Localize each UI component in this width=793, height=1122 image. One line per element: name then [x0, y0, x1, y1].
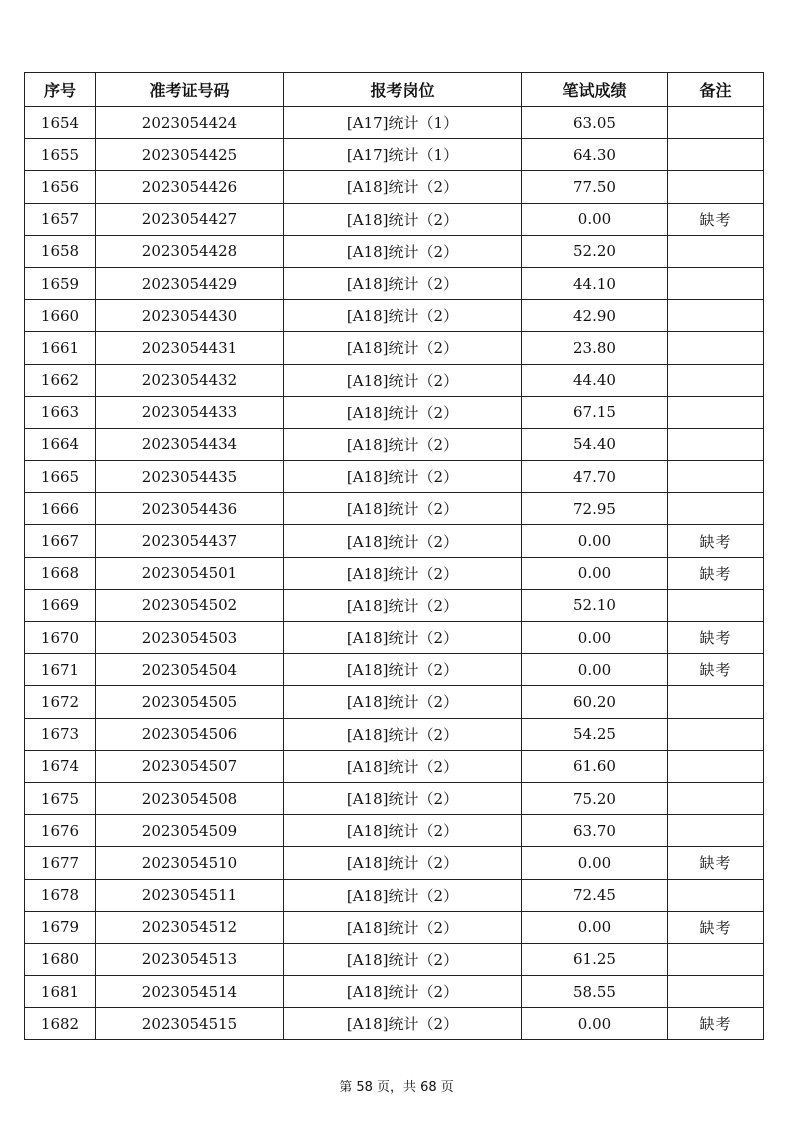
table-row — [25, 976, 764, 1008]
cell-score: 0.00 — [522, 847, 668, 879]
cell-ticket-number: 2023054432 — [96, 364, 284, 396]
table-row — [25, 557, 764, 589]
cell-score: 60.20 — [522, 686, 668, 718]
cell-position: [A18]统计（2） — [284, 235, 522, 267]
cell-seq: 1680 — [25, 943, 96, 975]
cell-remark — [668, 364, 764, 396]
header-row — [25, 73, 764, 107]
score-table — [24, 72, 764, 1040]
cell-score: 77.50 — [522, 171, 668, 203]
cell-position: [A18]统计（2） — [284, 493, 522, 525]
cell-ticket-number: 2023054431 — [96, 332, 284, 364]
cell-score: 52.20 — [522, 235, 668, 267]
table-row — [25, 461, 764, 493]
table-row — [25, 654, 764, 686]
table-row — [25, 267, 764, 299]
cell-score: 0.00 — [522, 1008, 668, 1040]
cell-score: 75.20 — [522, 782, 668, 814]
cell-ticket-number: 2023054429 — [96, 267, 284, 299]
cell-ticket-number: 2023054427 — [96, 203, 284, 235]
cell-position: [A18]统计（2） — [284, 622, 522, 654]
page-footer: 第 58 页，共 68 页 — [339, 1080, 454, 1095]
cell-position: [A18]统计（2） — [284, 911, 522, 943]
cell-seq: 1661 — [25, 332, 96, 364]
cell-seq: 1682 — [25, 1008, 96, 1040]
header-remark: 备注 — [668, 73, 764, 107]
cell-ticket-number: 2023054502 — [96, 589, 284, 621]
cell-ticket-number: 2023054425 — [96, 139, 284, 171]
table-row — [25, 589, 764, 621]
cell-position: [A18]统计（2） — [284, 1008, 522, 1040]
cell-seq: 1670 — [25, 622, 96, 654]
cell-seq: 1669 — [25, 589, 96, 621]
cell-ticket-number: 2023054512 — [96, 911, 284, 943]
cell-seq: 1673 — [25, 718, 96, 750]
cell-position: [A18]统计（2） — [284, 364, 522, 396]
cell-position: [A18]统计（2） — [284, 782, 522, 814]
cell-score: 58.55 — [522, 976, 668, 1008]
table-row — [25, 879, 764, 911]
cell-seq: 1681 — [25, 976, 96, 1008]
cell-ticket-number: 2023054437 — [96, 525, 284, 557]
table-row — [25, 107, 764, 139]
table-row — [25, 911, 764, 943]
cell-seq: 1677 — [25, 847, 96, 879]
cell-score: 47.70 — [522, 461, 668, 493]
cell-position: [A18]统计（2） — [284, 171, 522, 203]
cell-remark — [668, 107, 764, 139]
cell-remark — [668, 718, 764, 750]
table-row — [25, 171, 764, 203]
cell-remark — [668, 589, 764, 621]
cell-seq: 1667 — [25, 525, 96, 557]
cell-ticket-number: 2023054430 — [96, 300, 284, 332]
header-position: 报考岗位 — [284, 73, 522, 107]
cell-remark: 缺考 — [668, 622, 764, 654]
cell-remark: 缺考 — [668, 847, 764, 879]
cell-seq: 1659 — [25, 267, 96, 299]
cell-score: 67.15 — [522, 396, 668, 428]
cell-remark — [668, 943, 764, 975]
cell-seq: 1666 — [25, 493, 96, 525]
cell-score: 44.10 — [522, 267, 668, 299]
cell-seq: 1655 — [25, 139, 96, 171]
cell-seq: 1672 — [25, 686, 96, 718]
cell-remark — [668, 461, 764, 493]
cell-ticket-number: 2023054503 — [96, 622, 284, 654]
cell-score: 72.45 — [522, 879, 668, 911]
cell-seq: 1662 — [25, 364, 96, 396]
table-row — [25, 235, 764, 267]
table-row — [25, 428, 764, 460]
cell-remark — [668, 171, 764, 203]
cell-position: [A18]统计（2） — [284, 943, 522, 975]
cell-remark — [668, 782, 764, 814]
table-row — [25, 1008, 764, 1040]
cell-ticket-number: 2023054511 — [96, 879, 284, 911]
cell-ticket-number: 2023054504 — [96, 654, 284, 686]
cell-seq: 1660 — [25, 300, 96, 332]
cell-ticket-number: 2023054433 — [96, 396, 284, 428]
cell-position: [A18]统计（2） — [284, 203, 522, 235]
cell-position: [A18]统计（2） — [284, 300, 522, 332]
table-row — [25, 782, 764, 814]
cell-score: 54.25 — [522, 718, 668, 750]
table-row — [25, 364, 764, 396]
cell-remark — [668, 300, 764, 332]
table-row — [25, 943, 764, 975]
cell-position: [A18]统计（2） — [284, 686, 522, 718]
table-row — [25, 203, 764, 235]
cell-remark — [668, 815, 764, 847]
cell-remark — [668, 396, 764, 428]
cell-seq: 1656 — [25, 171, 96, 203]
cell-score: 72.95 — [522, 493, 668, 525]
header-seq: 序号 — [25, 73, 96, 107]
table-row — [25, 750, 764, 782]
cell-ticket-number: 2023054508 — [96, 782, 284, 814]
cell-remark: 缺考 — [668, 557, 764, 589]
cell-position: [A18]统计（2） — [284, 750, 522, 782]
cell-ticket-number: 2023054515 — [96, 1008, 284, 1040]
cell-remark — [668, 493, 764, 525]
table-body — [25, 107, 764, 1040]
cell-remark — [668, 976, 764, 1008]
cell-seq: 1678 — [25, 879, 96, 911]
cell-position: [A18]统计（2） — [284, 557, 522, 589]
cell-position: [A18]统计（2） — [284, 976, 522, 1008]
cell-seq: 1668 — [25, 557, 96, 589]
cell-ticket-number: 2023054509 — [96, 815, 284, 847]
table-row — [25, 139, 764, 171]
cell-score: 0.00 — [522, 622, 668, 654]
cell-remark — [668, 428, 764, 460]
cell-position: [A17]统计（1） — [284, 107, 522, 139]
header-score: 笔试成绩 — [522, 73, 668, 107]
cell-remark — [668, 750, 764, 782]
cell-ticket-number: 2023054501 — [96, 557, 284, 589]
cell-position: [A18]统计（2） — [284, 332, 522, 364]
cell-ticket-number: 2023054506 — [96, 718, 284, 750]
cell-remark — [668, 267, 764, 299]
cell-seq: 1664 — [25, 428, 96, 460]
cell-seq: 1675 — [25, 782, 96, 814]
cell-ticket-number: 2023054426 — [96, 171, 284, 203]
table-row — [25, 525, 764, 557]
cell-position: [A18]统计（2） — [284, 461, 522, 493]
table-row — [25, 300, 764, 332]
cell-remark — [668, 879, 764, 911]
cell-remark — [668, 686, 764, 718]
cell-seq: 1679 — [25, 911, 96, 943]
cell-ticket-number: 2023054435 — [96, 461, 284, 493]
table-row — [25, 686, 764, 718]
cell-position: [A18]统计（2） — [284, 396, 522, 428]
cell-remark: 缺考 — [668, 911, 764, 943]
cell-score: 61.60 — [522, 750, 668, 782]
cell-remark: 缺考 — [668, 1008, 764, 1040]
cell-position: [A18]统计（2） — [284, 267, 522, 299]
cell-seq: 1674 — [25, 750, 96, 782]
cell-score: 61.25 — [522, 943, 668, 975]
cell-score: 54.40 — [522, 428, 668, 460]
cell-remark: 缺考 — [668, 203, 764, 235]
cell-position: [A18]统计（2） — [284, 589, 522, 621]
cell-ticket-number: 2023054428 — [96, 235, 284, 267]
cell-ticket-number: 2023054424 — [96, 107, 284, 139]
cell-seq: 1657 — [25, 203, 96, 235]
cell-remark: 缺考 — [668, 654, 764, 686]
cell-position: [A17]统计（1） — [284, 139, 522, 171]
cell-score: 63.05 — [522, 107, 668, 139]
table-row — [25, 718, 764, 750]
cell-ticket-number: 2023054434 — [96, 428, 284, 460]
cell-position: [A18]统计（2） — [284, 428, 522, 460]
cell-remark — [668, 139, 764, 171]
cell-position: [A18]统计（2） — [284, 847, 522, 879]
cell-position: [A18]统计（2） — [284, 525, 522, 557]
cell-position: [A18]统计（2） — [284, 654, 522, 686]
cell-seq: 1663 — [25, 396, 96, 428]
cell-seq: 1665 — [25, 461, 96, 493]
cell-remark: 缺考 — [668, 525, 764, 557]
cell-seq: 1676 — [25, 815, 96, 847]
table-row — [25, 396, 764, 428]
cell-ticket-number: 2023054514 — [96, 976, 284, 1008]
cell-seq: 1658 — [25, 235, 96, 267]
cell-score: 0.00 — [522, 911, 668, 943]
table-row — [25, 847, 764, 879]
cell-remark — [668, 235, 764, 267]
cell-score: 64.30 — [522, 139, 668, 171]
cell-remark — [668, 332, 764, 364]
cell-score: 0.00 — [522, 203, 668, 235]
cell-seq: 1671 — [25, 654, 96, 686]
cell-score: 23.80 — [522, 332, 668, 364]
cell-score: 0.00 — [522, 557, 668, 589]
cell-position: [A18]统计（2） — [284, 718, 522, 750]
table-row — [25, 815, 764, 847]
cell-ticket-number: 2023054507 — [96, 750, 284, 782]
cell-ticket-number: 2023054505 — [96, 686, 284, 718]
table-row — [25, 332, 764, 364]
cell-ticket-number: 2023054510 — [96, 847, 284, 879]
cell-seq: 1654 — [25, 107, 96, 139]
cell-position: [A18]统计（2） — [284, 879, 522, 911]
header-ticket-number: 准考证号码 — [96, 73, 284, 107]
cell-score: 52.10 — [522, 589, 668, 621]
cell-score: 44.40 — [522, 364, 668, 396]
cell-ticket-number: 2023054513 — [96, 943, 284, 975]
cell-score: 63.70 — [522, 815, 668, 847]
table-row — [25, 622, 764, 654]
cell-score: 42.90 — [522, 300, 668, 332]
cell-score: 0.00 — [522, 654, 668, 686]
table-row — [25, 493, 764, 525]
cell-score: 0.00 — [522, 525, 668, 557]
cell-ticket-number: 2023054436 — [96, 493, 284, 525]
cell-position: [A18]统计（2） — [284, 815, 522, 847]
